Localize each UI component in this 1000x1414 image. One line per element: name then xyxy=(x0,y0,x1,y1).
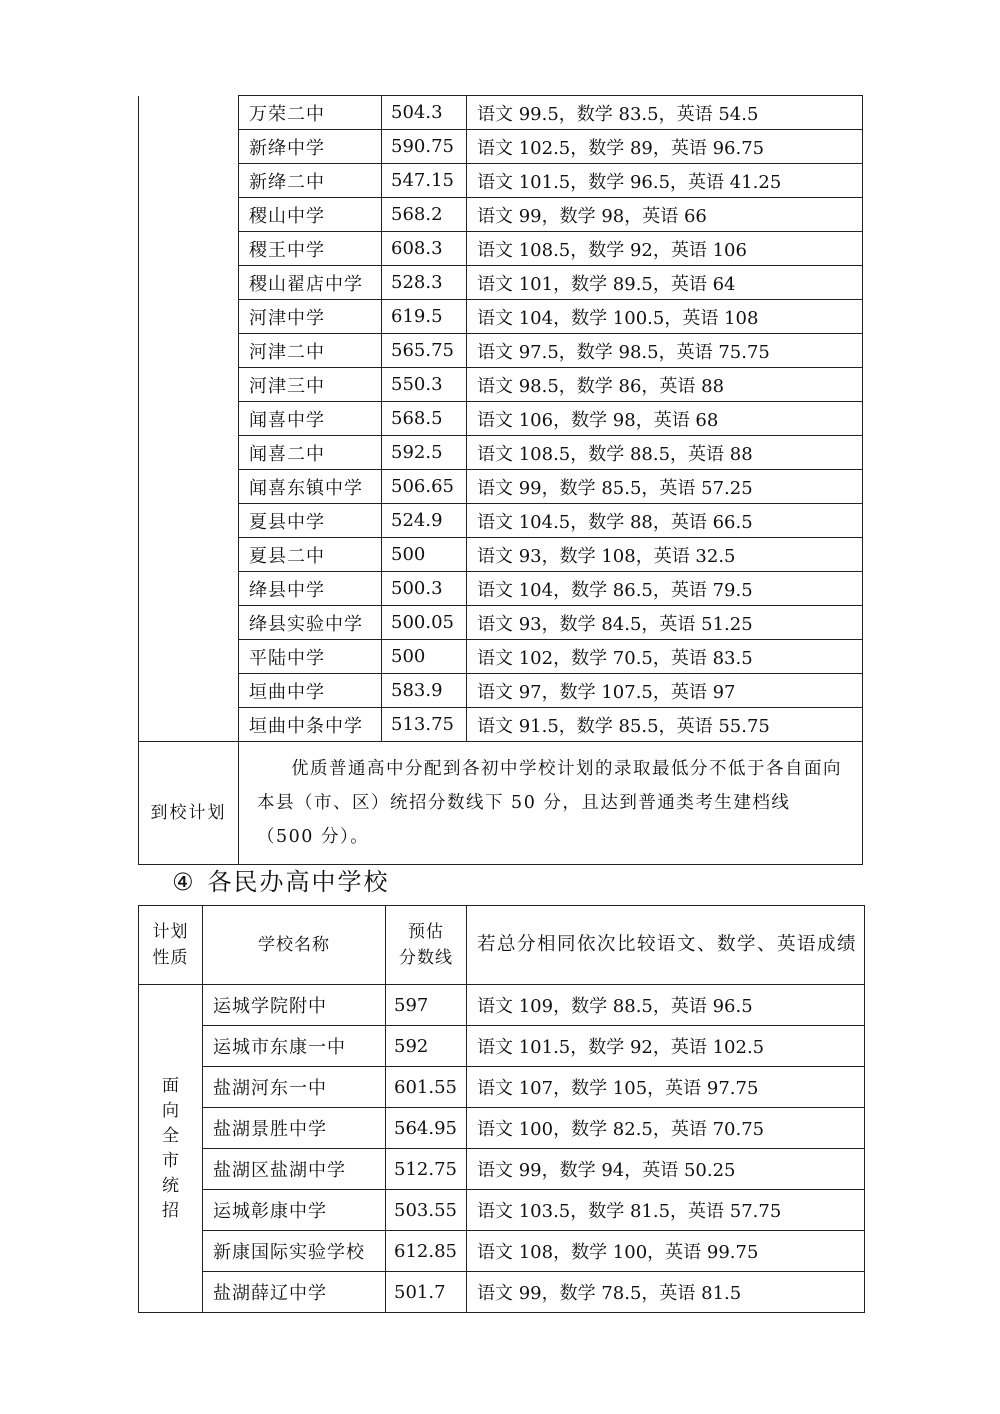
table-row xyxy=(139,436,863,470)
table-row xyxy=(139,198,863,232)
school-name: 盐湖河东一中 xyxy=(203,1067,386,1108)
subject-scores: 语文 108.5，数学 88.5，英语 88 xyxy=(467,436,863,470)
school-name: 绛县实验中学 xyxy=(239,606,382,640)
school-name: 新绛中学 xyxy=(239,130,382,164)
estimated-score: 500 xyxy=(382,640,467,674)
subject-scores: 语文 108.5，数学 92，英语 106 xyxy=(467,232,863,266)
subject-scores: 语文 99，数学 85.5，英语 57.25 xyxy=(467,470,863,504)
subject-scores: 语文 101，数学 89.5，英语 64 xyxy=(467,266,863,300)
estimated-score: 503.55 xyxy=(386,1190,467,1231)
table-row xyxy=(139,96,863,130)
school-name: 河津三中 xyxy=(239,368,382,402)
subject-scores: 语文 101.5，数学 92，英语 102.5 xyxy=(467,1026,865,1067)
school-name: 新绛二中 xyxy=(239,164,382,198)
school-name: 闻喜东镇中学 xyxy=(239,470,382,504)
estimated-score: 512.75 xyxy=(386,1149,467,1190)
table-row xyxy=(139,1190,865,1231)
school-name: 盐湖景胜中学 xyxy=(203,1108,386,1149)
school-name: 万荣二中 xyxy=(239,96,382,130)
estimated-score: 590.75 xyxy=(382,130,467,164)
estimated-score: 550.3 xyxy=(382,368,467,402)
estimated-score: 608.3 xyxy=(382,232,467,266)
school-plan-row xyxy=(139,742,863,865)
table-row xyxy=(139,402,863,436)
subject-scores: 语文 93，数学 108，英语 32.5 xyxy=(467,538,863,572)
table-row xyxy=(139,130,863,164)
estimated-score: 597 xyxy=(386,985,467,1026)
section-heading xyxy=(172,862,390,897)
subject-scores: 语文 97，数学 107.5，英语 97 xyxy=(467,674,863,708)
school-name: 稷王中学 xyxy=(239,232,382,266)
subject-scores: 语文 93，数学 84.5，英语 51.25 xyxy=(467,606,863,640)
estimated-score: 592 xyxy=(386,1026,467,1067)
subject-scores: 语文 102.5，数学 89，英语 96.75 xyxy=(467,130,863,164)
estimated-score: 583.9 xyxy=(382,674,467,708)
plan-nature-char: 招 xyxy=(162,1200,179,1221)
table-row xyxy=(139,1149,865,1190)
table-row xyxy=(139,1067,865,1108)
estimated-score: 601.55 xyxy=(386,1067,467,1108)
subject-scores: 语文 107，数学 105，英语 97.75 xyxy=(467,1067,865,1108)
table-row xyxy=(139,504,863,538)
school-name: 平陆中学 xyxy=(239,640,382,674)
plan-nature-char: 市 xyxy=(162,1150,179,1171)
school-name: 绛县中学 xyxy=(239,572,382,606)
header-school-name: 学校名称 xyxy=(203,906,386,985)
subject-scores: 语文 97.5，数学 98.5，英语 75.75 xyxy=(467,334,863,368)
subject-scores: 语文 99，数学 78.5，英语 81.5 xyxy=(467,1272,865,1313)
subject-scores: 语文 103.5，数学 81.5，英语 57.75 xyxy=(467,1190,865,1231)
school-name: 垣曲中学 xyxy=(239,674,382,708)
school-name: 盐湖薛辽中学 xyxy=(203,1272,386,1313)
school-name: 新康国际实验学校 xyxy=(203,1231,386,1272)
table-row xyxy=(139,708,863,742)
table-row xyxy=(139,674,863,708)
subject-scores: 语文 98.5，数学 86，英语 88 xyxy=(467,368,863,402)
school-name: 河津中学 xyxy=(239,300,382,334)
section-title: 各民办高中学校 xyxy=(207,868,390,896)
estimated-score: 504.3 xyxy=(382,96,467,130)
subject-scores: 语文 104，数学 100.5，英语 108 xyxy=(467,300,863,334)
school-name: 稷山中学 xyxy=(239,198,382,232)
school-name: 运城彰康中学 xyxy=(203,1190,386,1231)
school-name: 盐湖区盐湖中学 xyxy=(203,1149,386,1190)
table-row xyxy=(139,606,863,640)
subject-scores: 语文 99，数学 94，英语 50.25 xyxy=(467,1149,865,1190)
private-school-table xyxy=(138,905,865,1313)
subject-scores: 语文 104，数学 86.5，英语 79.5 xyxy=(467,572,863,606)
school-name: 夏县二中 xyxy=(239,538,382,572)
table-row xyxy=(139,164,863,198)
estimated-score: 501.7 xyxy=(386,1272,467,1313)
plan-label: 到校计划 xyxy=(139,742,239,865)
subject-scores: 语文 91.5，数学 85.5，英语 55.75 xyxy=(467,708,863,742)
subject-scores: 语文 99.5，数学 83.5，英语 54.5 xyxy=(467,96,863,130)
school-name: 闻喜中学 xyxy=(239,402,382,436)
table-row xyxy=(139,1231,865,1272)
estimated-score: 500.3 xyxy=(382,572,467,606)
plan-nature-char: 向 xyxy=(162,1100,179,1121)
estimated-score: 612.85 xyxy=(386,1231,467,1272)
top-score-table xyxy=(138,95,863,865)
school-name: 垣曲中条中学 xyxy=(239,708,382,742)
header-tiebreak-rule: 若总分相同依次比较语文、数学、英语成绩 xyxy=(467,906,865,985)
table-header-row xyxy=(139,906,865,985)
plan-nature-char: 面 xyxy=(162,1075,179,1096)
estimated-score: 500 xyxy=(382,538,467,572)
estimated-score: 619.5 xyxy=(382,300,467,334)
table-row xyxy=(139,640,863,674)
subject-scores: 语文 101.5，数学 96.5，英语 41.25 xyxy=(467,164,863,198)
subject-scores: 语文 109，数学 88.5，英语 96.5 xyxy=(467,985,865,1026)
table-row xyxy=(139,300,863,334)
school-name: 运城市东康一中 xyxy=(203,1026,386,1067)
section-number: ④ xyxy=(172,868,196,896)
school-name: 夏县中学 xyxy=(239,504,382,538)
table-row xyxy=(139,572,863,606)
subject-scores: 语文 100，数学 82.5，英语 70.75 xyxy=(467,1108,865,1149)
school-name: 闻喜二中 xyxy=(239,436,382,470)
estimated-score: 500.05 xyxy=(382,606,467,640)
estimated-score: 528.3 xyxy=(382,266,467,300)
estimated-score: 568.2 xyxy=(382,198,467,232)
subject-scores: 语文 106，数学 98，英语 68 xyxy=(467,402,863,436)
estimated-score: 547.15 xyxy=(382,164,467,198)
estimated-score: 506.65 xyxy=(382,470,467,504)
school-name: 稷山翟店中学 xyxy=(239,266,382,300)
school-name: 运城学院附中 xyxy=(203,985,386,1026)
subject-scores: 语文 108，数学 100，英语 99.75 xyxy=(467,1231,865,1272)
plan-nature-char: 统 xyxy=(162,1175,179,1196)
table-row xyxy=(139,470,863,504)
table-row xyxy=(139,538,863,572)
school-name: 河津二中 xyxy=(239,334,382,368)
estimated-score: 568.5 xyxy=(382,402,467,436)
table-row xyxy=(139,1272,865,1313)
estimated-score: 513.75 xyxy=(382,708,467,742)
table-row xyxy=(139,1026,865,1067)
table-row xyxy=(139,266,863,300)
subject-scores: 语文 104.5，数学 88，英语 66.5 xyxy=(467,504,863,538)
subject-scores: 语文 99，数学 98，英语 66 xyxy=(467,198,863,232)
estimated-score: 564.95 xyxy=(386,1108,467,1149)
table-row xyxy=(139,985,865,1026)
estimated-score: 565.75 xyxy=(382,334,467,368)
subject-scores: 语文 102，数学 70.5，英语 83.5 xyxy=(467,640,863,674)
plan-nature-char: 全 xyxy=(162,1125,179,1146)
header-estimated-score: 预估 分数线 xyxy=(386,906,467,985)
plan-nature-label xyxy=(139,985,203,1313)
estimated-score: 592.5 xyxy=(382,436,467,470)
table-row xyxy=(139,368,863,402)
category-cell xyxy=(139,96,239,742)
header-plan-nature: 计划 性质 xyxy=(139,906,203,985)
table-row xyxy=(139,232,863,266)
table-row xyxy=(139,334,863,368)
plan-description: 优质普通高中分配到各初中学校计划的录取最低分不低于各自面向本县（市、区）统招分数线下 50 分，且达到普通类考生建档线（500 分）。 xyxy=(239,742,863,865)
estimated-score: 524.9 xyxy=(382,504,467,538)
table-row xyxy=(139,1108,865,1149)
